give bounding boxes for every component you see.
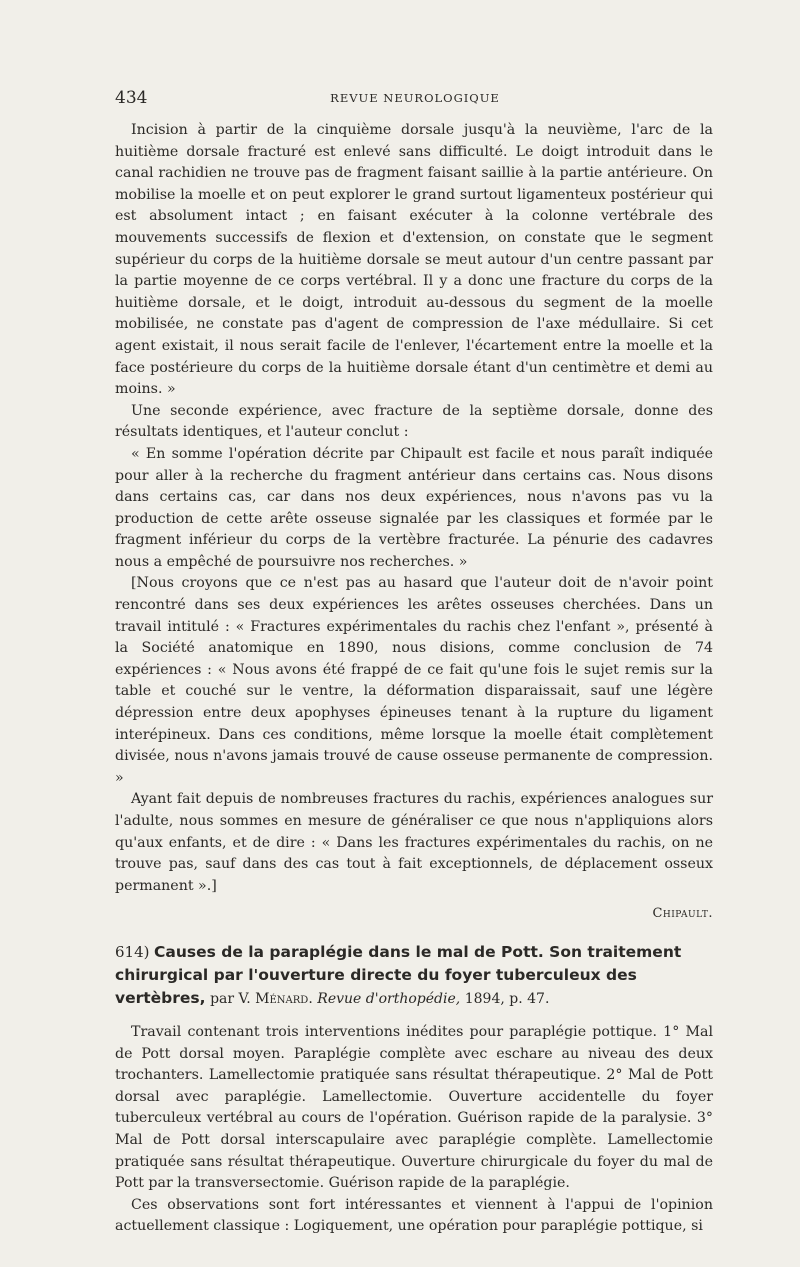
paragraph: Ces observations sont fort intéressantes et viennent à l'appui de l'opinion actuellement classique : Logiquement, une opération pour paraplégie pottique, si (115, 1196, 713, 1235)
article-author: Ménard. (255, 990, 313, 1007)
article-by: par V. (210, 990, 251, 1007)
paragraph: Une seconde expérience, avec fracture de la septième dorsale, donne des résultats identiques, et l'auteur conclut : (115, 402, 713, 441)
article-number: 614) (115, 942, 150, 961)
author-signature: Chipault. (652, 906, 713, 922)
article-journal: Revue d'orthopédie, (317, 990, 461, 1007)
paragraph: Travail contenant trois interventions inédites pour paraplégie pottique. 1° Mal de Pott dorsal moyen. Paraplégie complète avec eschare au niveau des deux trochanters. Lamellectomie pratiquée sans résultat thérapeutique. 2° Mal de Pott dorsal avec paraplégie. Lamellectomie. Ouverture accidentelle du foyer tuberculeux vertébral au cours de l'opération. Guérison rapide de la paralysie. 3° Mal de Pott dorsal interscapulaire avec paraplégie complète. Lamellectomie pratiquée sans résultat thérapeutique. Ouverture chirurgicale du foyer du mal de Pott par la transversectomie. Guérison rapide de la paraplégie. (115, 1023, 713, 1192)
paragraph: [Nous croyons que ce n'est pas au hasard que l'auteur doit de n'avoir point rencontré dans ses deux expériences les arêtes osseuses cherchées. Dans un travail intitulé : « Fractures expérimentales du rachis chez l'enfant », présenté à la Société anatomique en 1890, nous disions, comme conclusion de 74 expériences : « Nous avons été frappé de ce fait qu'une fois le sujet remis sur la table et couché sur le ventre, la déformation disparaissait, sauf une légère dépression entre deux apophyses épineuses tenant à la rupture du ligament interépineux. Dans ces conditions, même lorsque la moelle était complètement divisée, nous n'avons jamais trouvé de cause osseuse permanente de compression. » (115, 575, 713, 786)
article-heading (115, 941, 713, 1010)
article-year-page: 1894, p. 47. (464, 990, 550, 1007)
running-title: REVUE NEUROLOGIQUE (330, 91, 500, 105)
page-header (115, 88, 715, 112)
text-body (115, 120, 713, 1238)
page-number: 434 (115, 88, 148, 108)
paragraph: Ayant fait depuis de nombreuses fractures du rachis, expériences analogues sur l'adulte, nous sommes en mesure de généraliser ce que nous n'appliquions alors qu'aux enfants, et de dire : « Dans les fractures expérimentales du rachis, on ne trouve pas, sauf dans des cas tout à fait exceptionnels, de déplacement osseux permanent ».] (115, 791, 713, 894)
article-title: Causes de la paraplégie dans le mal de Pott. Son traitement chirurgical par l'ouverture directe du foyer tuberculeux des vertèbres, (115, 942, 682, 1007)
paragraph: « En somme l'opération décrite par Chipault est facile et nous paraît indiquée pour aller à la recherche du fragment antérieur dans certains cas. Nous disons dans certains cas, car dans nos deux expériences, nous n'avons pas vu la production de cette arête osseuse signalée par les classiques et formée par le fragment inférieur du corps de la vertèbre fracturée. La pénurie des cadavres nous a empêché de poursuivre nos recherches. » (115, 445, 713, 570)
paragraph: Incision à partir de la cinquième dorsale jusqu'à la neuvième, l'arc de la huitième dorsale fracturé est enlevé sans difficulté. Le doigt introduit dans le canal rachidien ne trouve pas de fragment faisant saillie à la partie antérieure. On mobilise la moelle et on peut explorer le grand surtout ligamenteux postérieur qui est absolument intact ; en faisant exécuter à la colonne vertébrale des mouvements successifs de flexion et d'extension, on constate que le segment supérieur du corps de la huitième dorsale se meut autour d'un centre passant par la partie moyenne de ce corps vertébral. Il y a donc une fracture du corps de la huitième dorsale, et le doigt, introduit au-dessous du segment de la moelle mobilisée, ne constate pas d'agent de compression de l'axe médullaire. Si cet agent existait, il nous serait facile de l'enlever, l'écartement entre la moelle et la face postérieure du corps de la huitième dorsale étant d'un centimètre et demi au moins. » (115, 122, 713, 398)
